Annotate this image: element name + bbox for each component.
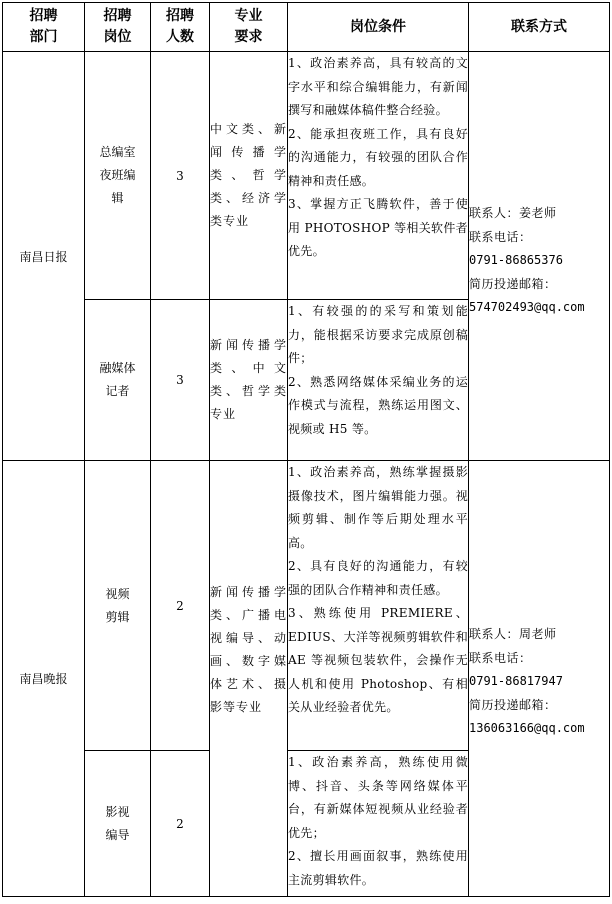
table-row bbox=[3, 461, 610, 751]
condition-item: 1、有较强的的采写和策划能力，能根据采访要求完成原创稿件； bbox=[288, 304, 468, 365]
header-conditions: 岗位条件 bbox=[288, 3, 469, 52]
header-count: 招聘 人数 bbox=[151, 3, 210, 52]
contact-cell bbox=[469, 52, 610, 461]
condition-item: 1、政治素养高，熟练掌握摄影摄像技术，图片编辑能力强。视频剪辑、制作等后期处理水平高。 bbox=[288, 465, 468, 550]
dept-cell: 南昌日报 bbox=[3, 52, 85, 461]
count-cell: 3 bbox=[151, 300, 210, 461]
dept-cell: 南昌晚报 bbox=[3, 461, 85, 897]
contact-phone: 0791-86817947 bbox=[469, 674, 563, 688]
count-cell: 2 bbox=[151, 751, 210, 897]
condition-item: 3、掌握方正飞腾软件，善于使用 PHOTOSHOP 等相关软件者优先。 bbox=[288, 197, 468, 258]
contact-phone-label: 联系电话： bbox=[469, 229, 532, 244]
contact-email: 136063166@qq.com bbox=[469, 721, 585, 735]
contact-person: 联系人：姜老师 bbox=[469, 206, 557, 220]
header-position: 招聘 岗位 bbox=[85, 3, 151, 52]
position-cell: 视频 剪辑 bbox=[85, 461, 151, 751]
header-contact: 联系方式 bbox=[469, 3, 610, 52]
conditions-cell bbox=[288, 461, 469, 751]
position-cell: 影视 编导 bbox=[85, 751, 151, 897]
contact-email-label: 简历投递邮箱： bbox=[469, 697, 557, 712]
condition-item: 2、能承担夜班工作，具有良好的沟通能力，有较强的团队合作精神和责任感。 bbox=[288, 126, 468, 188]
table-row bbox=[3, 52, 610, 300]
contact-email: 574702493@qq.com bbox=[469, 300, 585, 314]
major-cell: 新闻传播学类、广播电视编导、动画、数字媒体艺术、摄影等专业 bbox=[210, 461, 288, 897]
major-cell: 新闻传播学类、中文类、哲学类专业 bbox=[210, 300, 288, 461]
conditions-cell bbox=[288, 751, 469, 897]
condition-item: 1、政治素养高，具有较高的文字水平和综合编辑能力，有新闻撰写和融媒体稿件整合经验。 bbox=[288, 56, 468, 117]
conditions-cell bbox=[288, 52, 469, 300]
contact-email-label: 简历投递邮箱： bbox=[469, 276, 557, 291]
header-dept: 招聘 部门 bbox=[3, 3, 85, 52]
count-cell: 2 bbox=[151, 461, 210, 751]
header-row bbox=[3, 3, 610, 52]
recruitment-table bbox=[2, 2, 610, 897]
header-major: 专业 要求 bbox=[210, 3, 288, 52]
conditions-cell bbox=[288, 300, 469, 461]
count-cell: 3 bbox=[151, 52, 210, 300]
condition-item: 2、熟悉网络媒体采编业务的运作模式与流程，熟练运用图文、视频或 H5 等。 bbox=[288, 374, 468, 436]
position-cell: 总编室 夜班编 辑 bbox=[85, 52, 151, 300]
position-cell: 融媒体 记者 bbox=[85, 300, 151, 461]
condition-item: 1、政治素养高，熟练使用微博、抖音、头条等网络媒体平台，有新媒体短视频从业经验者优先； bbox=[288, 755, 468, 840]
condition-item: 2、擅长用画面叙事，熟练使用主流剪辑软件。 bbox=[288, 849, 468, 887]
contact-phone-label: 联系电话： bbox=[469, 650, 532, 665]
major-cell: 中文类、新闻传播学类、哲学类、经济学类专业 bbox=[210, 52, 288, 300]
contact-person: 联系人：周老师 bbox=[469, 627, 557, 641]
contact-phone: 0791-86865376 bbox=[469, 253, 563, 267]
condition-item: 3、熟练使用 PREMIERE、EDIUS、大洋等视频剪辑软件和 AE 等视频包装软件，会操作无人机和使用 Photoshop、有相关从业经验者优先。 bbox=[288, 606, 468, 714]
condition-item: 2、具有良好的沟通能力，有较强的团队合作精神和责任感。 bbox=[288, 559, 468, 597]
contact-cell bbox=[469, 461, 610, 897]
